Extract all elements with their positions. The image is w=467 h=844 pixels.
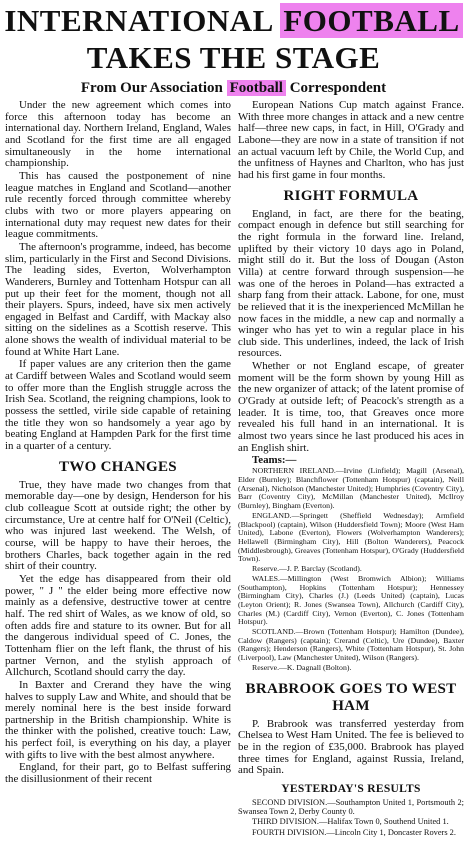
result-line: FOURTH DIVISION.—Lincoln City 1, Doncaster Rovers 2. (252, 827, 456, 837)
left-column (5, 100, 231, 787)
article-paragraph: England, for their part, go to Belfast suffering the disillusionment of their recent (5, 761, 231, 786)
headline-prefix: INTERNATIONAL (4, 3, 281, 38)
article-paragraph: In Baxter and Crerand they have the wing halves to supply Law and White, and should that be merely nominal here is the best inside forward partnership in the British championship. White is the thinker with the polished, creative touch: Law, his perfect foil, is everything on his day, a player with gifts to live with the best almost anywhere. (5, 678, 231, 761)
brabrook-paragraph: P. Brabrook was transferred yesterday from Chelsea to West Ham United. The fee is believed to be in the region of £35,000. Brabrook has played three times for England, against Russia, Ireland, and Spain. (238, 717, 464, 777)
results-headline: YESTERDAY'S RESULTS (281, 782, 421, 795)
team-lineup: SCOTLAND.—Brown (Tottenham Hotspur); Hamilton (Dundee), Caldow (Rangers) (captain); Crerand (Celtic), Ure (Dundee), Baxter (Rangers); Henderson (Rangers), White (Tottenham Hotspur), St. John (Liverpool), Law (Manchester United), Wilson (Rangers). (238, 627, 464, 663)
article-paragraph: The afternoon's programme, indeed, has become slim, particularly in the First and Second Divisions. The leading sides, Everton, Wolverhampton Wanderers, Burnley and Tottenham Hotspur can all put up their feet for the moment, though not all their players. Spurs, indeed, have six men actively engaged in Belfast and Cardiff, with Mackay also sitting on the sidelines as a Scottish reserve. This alone shows the wealth of individual material to be found at White Hart Lane. (5, 240, 231, 358)
team-lineup: Reserve.—J. P. Barclay (Scotland). (252, 564, 362, 574)
article-paragraph: England, in fact, are there for the beating, compact enough in defence but still searching for the right formula in the forward line. Ireland, uplifted by their victory 10 days ago in Poland, might still do it. But the loss of Dougan (Aston Villa) at centre forward through suspension—he was one of the heroes in Poland—has extracted a sharp fang from their attack. Labone, for one, must be relieved that it is the inexperienced McMillan he now faces in the middle, a new cap and normally a winger who has yet to win a regular place in his club side. This underlines, indeed, the lack of Irish resources. (238, 207, 464, 360)
article-paragraph: This has caused the postponement of nine league matches in England and Scotland—another rule recently forced through committee whereby clubs with two or more players appearing on international duty may request new dates for their league commitments. (5, 169, 231, 241)
teams-label: Teams:— (252, 454, 297, 467)
team-lineups (238, 455, 464, 672)
results-list (238, 798, 464, 837)
byline-highlight: Football (227, 80, 286, 96)
article-paragraph: European Nations Cup match against France. With three more changes in attack and a new centre half—three new caps, in fact, in Hill, O'Grady and Labone—they are now in a state of transition if not an actual vacuum left by Chile, the World Cup, and the unfitness of Haynes and Charlton, who has just had his first game in four months. (238, 99, 464, 181)
byline-suffix: Correspondent (285, 80, 387, 96)
result-line: THIRD DIVISION.—Halifax Town 0, Southend United 1. (252, 817, 449, 827)
result-line: SECOND DIVISION.—Southampton United 1, Portsmouth 2; Swansea Town 2, Derby County 0. (238, 797, 464, 817)
byline-prefix: From Our Association (80, 80, 227, 96)
byline (0, 79, 467, 97)
headline-line-1 (0, 3, 467, 39)
article-paragraph: True, they have made two changes from that memorable day—one by design, Henderson for his club colleague Scott at outside right; the other by circumstance, Ure at centre half for O'Neil (Celtic), who was injured last weekend. The Welsh, of course, will be happy to have their heroes, the brothers Charles, back together again in the red shirt of their country. (5, 478, 231, 573)
article-paragraph: If paper values are any criterion then the game at Cardiff between Wales and Scotland would seem to offer more than the English struggle across the Irish Sea. Scotland, the reigning champions, look to possess the settled, virile side capable of retaining the title they won so handsomely a year ago by beating England at Hampden Park for the first time in a quarter of a century. (5, 358, 231, 453)
article-paragraph: Whether or not England escape, of greater moment will be the form shown by young Hill as the new organizer of attack; of the latent promise of O'Grady at outside left; of Peacock's strength as a leader. It is time, too, that Greaves once more revealed his full hand in an international. It is almost two years since he last produced his aces in an English shirt. (238, 360, 464, 454)
subheading-right-formula: RIGHT FORMULA (283, 187, 419, 204)
subheading-two-changes: TWO CHANGES (59, 458, 177, 475)
team-lineup: Reserve.—K. Dagnall (Bolton). (252, 662, 352, 672)
article-paragraph: Yet the edge has disappeared from their old power, " J " the elder being more effective now mainly as a defensive, destructive tower at centre half. The red shirt of Wales, as we know of old, so often adds fire and stature to its owner. But for all the dangerous individual speed of C. Jones, the Tottenham flier on the left flank, the thrust of his partner Vernon, and the stylish approach of Allchurch, Scotland should carry the day. (5, 572, 231, 679)
brabrook-headline: BRABROOK GOES TO WEST HAM (245, 680, 457, 714)
headline-line-2: TAKES THE STAGE (86, 40, 381, 75)
team-lineup: ENGLAND.—Springett (Sheffield Wednesday); Armfield (Blackpool) (captain), Wilson (Huddersfield Town); Moore (West Ham United), Labone (Everton), Flowers (Wolverhampton Wanderers); Hellawell (Birmingham City), Hill (Bolton Wanderers), Peacock (Middlesbrough), Greaves (Tottenham Hotspur), O'Grady (Huddersfield Town). (238, 510, 464, 564)
team-lineup: NORTHERN IRELAND.—Irvine (Linfield); Magill (Arsenal), Elder (Burnley); Blanchflower (Tottenham Hotspur) (captain), Neill (Arsenal), Nicholson (Manchester United); Humphries (Coventry City), Barr (Coventry City), McMillan (Manchester United), McIlroy (Burnley), Bingham (Everton). (238, 466, 464, 511)
team-lineup: WALES.—Millington (West Bromwich Albion); Williams (Southampton), Hopkins (Tottenham Hotspur); Hennessey (Birmingham City), Charles (J.) (Leeds United) (captain), Lucas (Leyton Orient); R. Jones (Swansea Town), Allchurch (Cardiff City), Charles (M.) (Cardiff City), Vernon (Everton), C. Jones (Tottenham Hotspur). (238, 573, 464, 627)
right-column (238, 100, 464, 838)
headline-highlight: FOOTBALL (280, 3, 462, 38)
article-paragraph: Under the new agreement which comes into force this afternoon today has become an international day. Northern Ireland, England, Wales and Scotland for the first time are all engaged simultaneously in the home international championship. (5, 99, 231, 170)
